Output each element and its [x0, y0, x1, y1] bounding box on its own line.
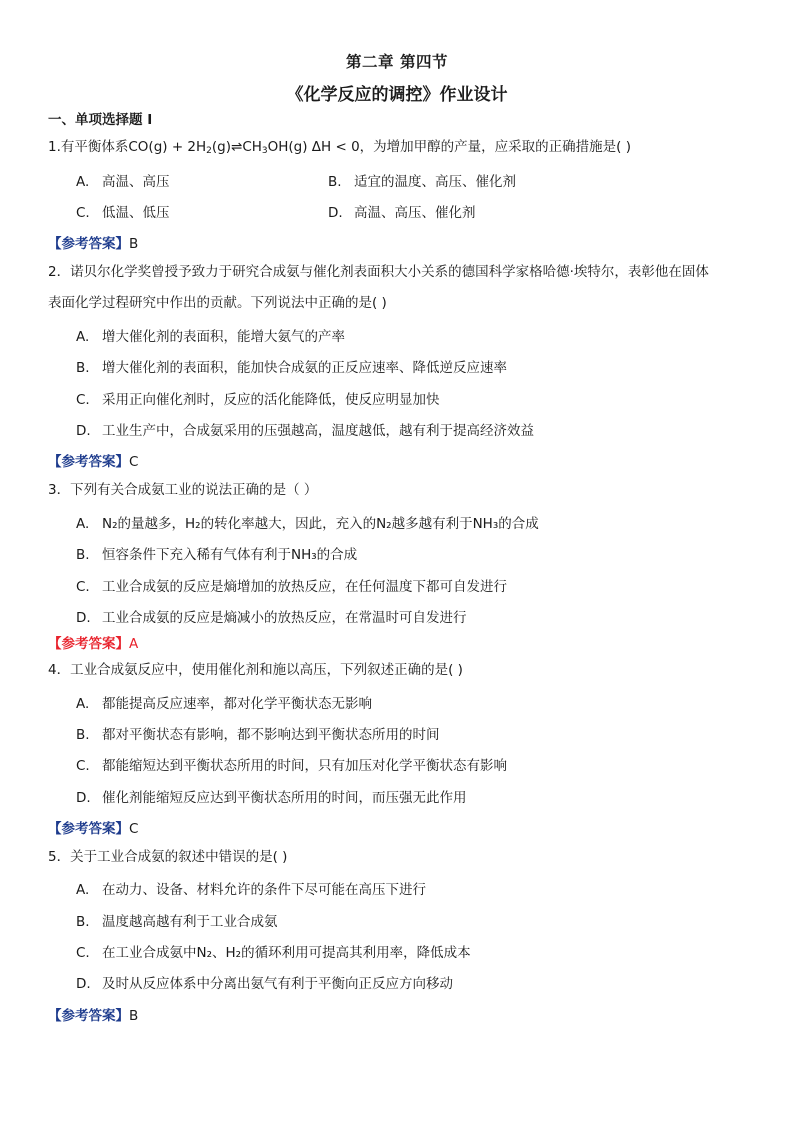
question-2-stem-line-1: 2．诺贝尔化学奖曾授予致力于研究合成氨与催化剂表面积大小关系的德国科学家格哈德·埃特尔，表彰他在固体	[48, 264, 709, 280]
question-3-option-c: C. 工业合成氨的反应是熵增加的放热反应，在任何温度下都可自发进行	[76, 579, 507, 595]
question-2-answer: 【参考答案】C	[48, 454, 139, 470]
question-2-option-a: A. 增大催化剂的表面积，能增大氨气的产率	[76, 329, 345, 345]
question-4-stem: 4．工业合成氨反应中，使用催化剂和施以高压，下列叙述正确的是( )	[48, 662, 463, 678]
section-heading: 一、单项选择题 I	[48, 112, 153, 128]
question-3-option-d: D. 工业合成氨的反应是熵减小的放热反应，在常温时可自发进行	[76, 610, 467, 626]
question-2-option-c: C. 采用正向催化剂时，反应的活化能降低，使反应明显加快	[76, 392, 440, 408]
question-4-option-a: A. 都能提高反应速率，都对化学平衡状态无影响	[76, 696, 372, 712]
question-1-option-b: B. 适宜的温度、高压、催化剂	[328, 174, 516, 190]
question-3-stem: 3．下列有关合成氨工业的说法正确的是（ ）	[48, 482, 318, 498]
question-5-option-b: B. 温度越高越有利于工业合成氨	[76, 914, 278, 930]
question-1-answer: 【参考答案】B	[48, 236, 139, 252]
question-2-stem-line-2: 表面化学过程研究中作出的贡献。下列说法中正确的是( )	[48, 295, 387, 311]
question-4-answer: 【参考答案】C	[48, 821, 139, 837]
question-5-stem: 5．关于工业合成氨的叙述中错误的是( )	[48, 849, 288, 865]
question-4-option-d: D. 催化剂能缩短反应达到平衡状态所用的时间，而压强无此作用	[76, 790, 467, 806]
question-3-answer: 【参考答案】A	[48, 636, 139, 652]
question-5-option-a: A. 在动力、设备、材料允许的条件下尽可能在高压下进行	[76, 882, 426, 898]
question-1-option-c: C. 低温、低压	[76, 205, 170, 221]
question-5-answer: 【参考答案】B	[48, 1008, 139, 1024]
question-1-option-d: D. 高温、高压、催化剂	[328, 205, 476, 221]
chapter-heading: 第二章 第四节	[346, 53, 448, 71]
question-1-option-a: A. 高温、高压	[76, 174, 170, 190]
question-2-option-b: B. 增大催化剂的表面积，能加快合成氨的正反应速率、降低逆反应速率	[76, 360, 507, 376]
question-4-option-b: B. 都对平衡状态有影响，都不影响达到平衡状态所用的时间	[76, 727, 440, 743]
question-1-stem: 1.有平衡体系$CO(g) + 2H_2(g)\rightleftharpoons CH_3OH(g) \Delta H < 0$，为增加甲醇的产量，应采取的正确措施是( )	[48, 139, 632, 156]
question-5-option-c: C. 在工业合成氨中N₂、H₂的循环利用可提高其利用率，降低成本	[76, 945, 471, 961]
question-3-option-b: B. 恒容条件下充入稀有气体有利于NH₃的合成	[76, 547, 358, 563]
question-5-option-d: D. 及时从反应体系中分离出氨气有利于平衡向正反应方向移动	[76, 976, 453, 992]
question-4-option-c: C. 都能缩短达到平衡状态所用的时间，只有加压对化学平衡状态有影响	[76, 758, 507, 774]
question-2-option-d: D. 工业生产中，合成氨采用的压强越高，温度越低，越有利于提高经济效益	[76, 423, 534, 439]
question-3-option-a: A. N₂的量越多，H₂的转化率越大，因此，充入的N₂越多越有利于NH₃的合成	[76, 516, 539, 532]
document-title: 《化学反应的调控》作业设计	[286, 85, 508, 105]
